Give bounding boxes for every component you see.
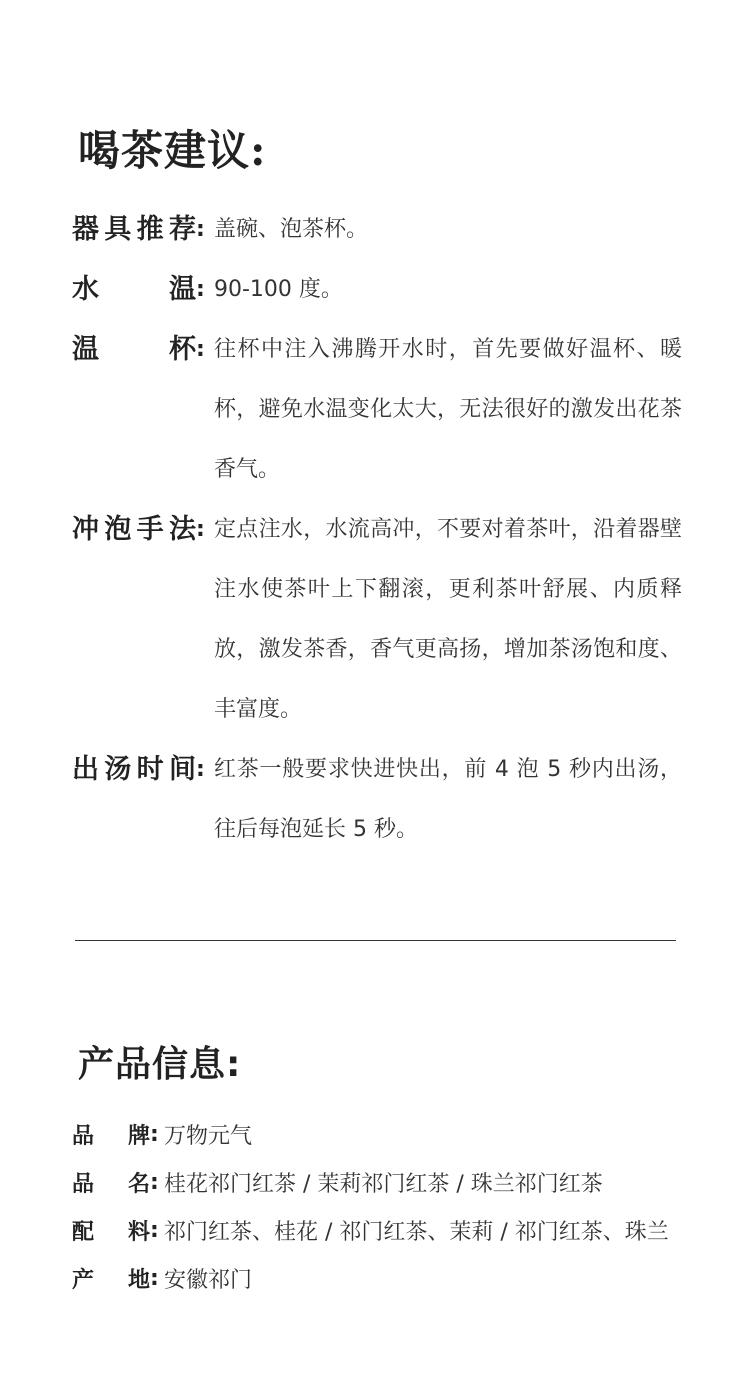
info-text: 桂花祁门红茶 / 茉莉祁门红茶 / 珠兰祁门红茶 bbox=[164, 1171, 603, 1197]
tip-label bbox=[72, 200, 196, 260]
info-row-ingredients bbox=[72, 1206, 692, 1254]
tip-label-char: 温 bbox=[169, 274, 196, 305]
tip-label bbox=[72, 500, 196, 560]
tip-colon: : bbox=[196, 217, 205, 242]
tip-label-char: 泡 bbox=[104, 514, 132, 545]
tip-row-steep-time bbox=[72, 740, 692, 860]
section-divider bbox=[75, 940, 676, 941]
tea-suggestion-list bbox=[72, 200, 692, 860]
info-label-char: 配 bbox=[72, 1219, 95, 1245]
product-info-title: 产品信息: bbox=[78, 1044, 242, 1085]
info-label bbox=[72, 1263, 150, 1294]
tip-colon: : bbox=[196, 277, 205, 302]
tip-text: 90-100 度。 bbox=[214, 277, 343, 302]
tip-label-char: 器 bbox=[72, 214, 99, 245]
tip-label bbox=[72, 320, 196, 380]
tip-text: 定点注水，水流高冲，不要对着茶叶，沿着器壁注水使茶叶上下翻滚，更利茶叶舒展、内质释放，激发茶香，香气更高扬，增加茶汤饱和度、丰富度。 bbox=[214, 517, 682, 722]
tip-text: 往杯中注入沸腾开水时，首先要做好温杯、暖杯，避免水温变化太大，无法很好的激发出花茶香气。 bbox=[214, 337, 682, 482]
info-colon: : bbox=[150, 1121, 159, 1147]
info-colon: : bbox=[150, 1265, 159, 1291]
tip-row-utensils bbox=[72, 200, 692, 260]
tip-label-char: 间 bbox=[168, 754, 196, 785]
info-label bbox=[72, 1119, 150, 1150]
info-colon: : bbox=[150, 1217, 159, 1243]
info-text: 安徽祁门 bbox=[164, 1267, 253, 1293]
tip-label-char: 杯 bbox=[169, 334, 196, 365]
product-info-list bbox=[72, 1110, 692, 1302]
info-label-char: 品 bbox=[72, 1171, 95, 1197]
tip-label-char: 温 bbox=[72, 334, 99, 365]
info-label-char: 牌 bbox=[127, 1123, 150, 1149]
info-row-origin bbox=[72, 1254, 692, 1302]
tip-label-char: 推 bbox=[136, 214, 164, 245]
tip-label bbox=[72, 260, 196, 320]
tip-label-char: 荐 bbox=[168, 214, 196, 245]
tip-label-char: 冲 bbox=[72, 514, 99, 545]
tip-colon: : bbox=[196, 337, 205, 362]
tip-label-char: 汤 bbox=[104, 754, 132, 785]
tip-label-char: 具 bbox=[104, 214, 132, 245]
tip-label-char: 法 bbox=[168, 514, 196, 545]
info-label bbox=[72, 1167, 150, 1198]
info-label-char: 名 bbox=[127, 1171, 150, 1197]
info-colon: : bbox=[150, 1169, 159, 1195]
info-label-char: 品 bbox=[72, 1123, 95, 1149]
tip-colon: : bbox=[196, 757, 205, 782]
info-label bbox=[72, 1215, 150, 1246]
tip-label-char: 手 bbox=[136, 514, 164, 545]
info-text: 祁门红茶、桂花 / 祁门红茶、茉莉 / 祁门红茶、珠兰 bbox=[164, 1219, 669, 1245]
tip-label bbox=[72, 740, 196, 800]
tip-label-char: 时 bbox=[136, 754, 164, 785]
tip-colon: : bbox=[196, 517, 205, 542]
tip-label-char: 出 bbox=[72, 754, 99, 785]
tip-row-warm-cup bbox=[72, 320, 692, 500]
info-text: 万物元气 bbox=[164, 1123, 253, 1149]
tip-row-brewing-method bbox=[72, 500, 692, 740]
tip-text: 盖碗、泡茶杯。 bbox=[214, 217, 369, 242]
info-row-product-name bbox=[72, 1158, 692, 1206]
tip-text: 红茶一般要求快进快出，前 4 泡 5 秒内出汤，往后每泡延长 5 秒。 bbox=[214, 757, 682, 842]
info-label-char: 地 bbox=[127, 1267, 150, 1293]
tip-row-water-temp bbox=[72, 260, 692, 320]
info-row-brand bbox=[72, 1110, 692, 1158]
tea-suggestion-title: 喝茶建议: bbox=[78, 126, 267, 175]
info-label-char: 料 bbox=[127, 1219, 150, 1245]
tip-label-char: 水 bbox=[72, 274, 99, 305]
info-label-char: 产 bbox=[72, 1267, 95, 1293]
